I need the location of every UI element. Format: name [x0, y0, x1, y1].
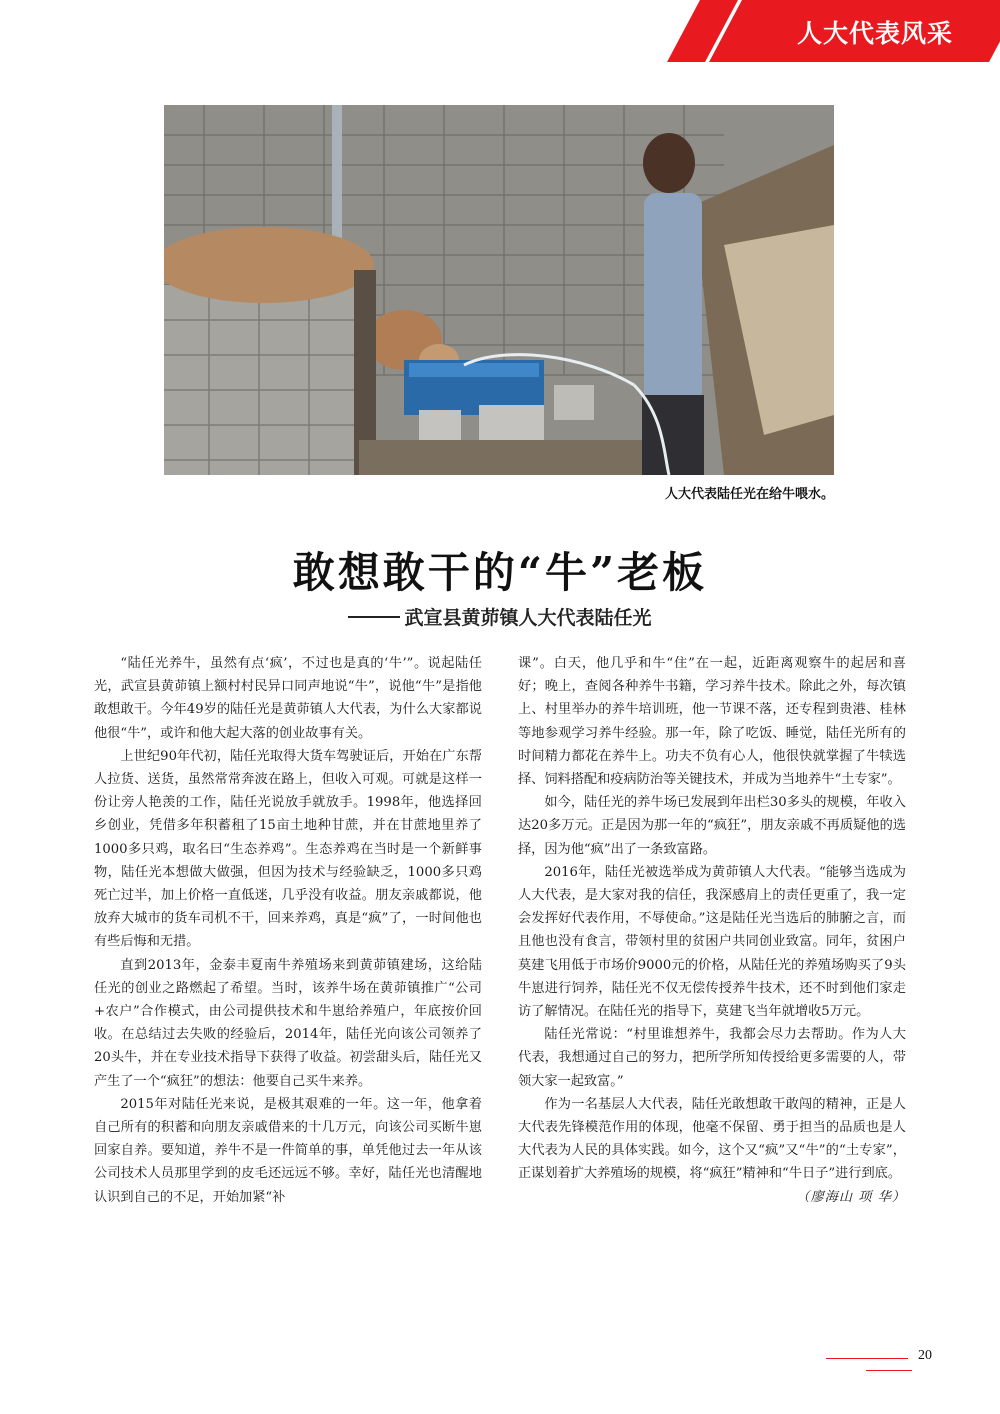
paragraph-last — [518, 1093, 906, 1205]
subtitle-dash — [348, 616, 400, 618]
article-subtitle — [0, 603, 1000, 630]
footer-rule-short — [866, 1370, 912, 1371]
section-title: 人大代表风采 — [796, 19, 953, 48]
paragraph: 直到2013年，金泰丰夏南牛养殖场来到黄茆镇建场，这给陆任光的创业之路燃起了希望。当时，该养牛场在黄茆镇推广“公司+农户”合作模式，由公司提供技术和牛崽给养殖户，年底按价回收。在总结过去失败的经验后，2014年，陆任光向该公司领养了20头牛，并在专业技术指导下获得了收益。初尝甜头后，陆任光又产生了一个“疯狂”的想法：他要自己买牛来养。 — [94, 957, 482, 1089]
page-number: 20 — [918, 1348, 932, 1363]
paragraph: 2015年对陆任光来说，是极其艰难的一年。这一年，他拿着自己所有的积蓄和向朋友亲戚借来的十几万元，向该公司买断牛崽回家自养。要知道，养牛不是一件简单的事，单凭他过去一年从该公司技术人员那里学到的皮毛还远远不够。幸好，陆任光也清醒地认识到自己的不足，开始加紧“补 — [94, 1096, 482, 1205]
article-title: 敢想敢干的“牛”老板 — [292, 548, 708, 597]
paragraph: 2016年，陆任光被选举成为黄茆镇人大代表。“能够当选成为人大代表，是大家对我的信任，我深感肩上的责任更重了，我一定会发挥好代表作用，不辱使命。”这是陆任光当选后的肺腑之言，而且他也没有食言，带领村里的贫困户共同创业致富。同年，贫困户莫建飞用低于市场价9000元的价格，从陆任光的养殖场购买了9头牛崽进行饲养，陆任光不仅无偿传授养牛技术，还不时到他们家走访了解情况。在陆任光的指导下，莫建飞当年就增收5万元。 — [518, 864, 906, 1020]
paragraph: 课”。白天，他几乎和牛“住”在一起，近距离观察牛的起居和喜好；晚上，查阅各种养牛书籍，学习养牛技术。除此之外，每次镇上、村里举办的养牛培训班，他一节课不落，还专程到贵港、桂林等地参观学习养牛经验。那一年，除了吃饭、睡觉，陆任光所有的时间精力都花在养牛上。功夫不负有心人，他很快就掌握了牛犊选择、饲料搭配和疫病防治等关键技术，并成为当地养牛“土专家”。 — [518, 656, 906, 788]
footer-rule — [826, 1358, 908, 1359]
left-column — [94, 652, 482, 1209]
paragraph-text: 作为一名基层人大代表，陆任光敢想敢干敢闯的精神，正是人大代表先锋模范作用的体现，他毫不保留、勇于担当的品质也是人大代表为人民的具体实践。如今，这个又“疯”又“牛”的“土专家”，正谋划着扩大养殖场的规模，将“疯狂”精神和“牛日子”进行到底。 — [518, 1096, 906, 1182]
paragraph: 上世纪90年代初，陆任光取得大货车驾驶证后，开始在广东帮人拉货、送货，虽然常常奔波在路上，但收入可观。可就是这样一份让旁人艳羡的工作，陆任光说放手就放手。1998年，他选择回乡创业，凭借多年积蓄租了15亩土地种甘蔗，并在甘蔗地里养了1000多只鸡，取名曰“生态养鸡”。生态养鸡在当时是一个新鲜事物，陆任光本想做大做强，但因为技术与经验缺乏，1000多只鸡死亡过半，加上价格一直低迷，几乎没有收益。朋友亲戚都说，他放弃大城市的货车司机不干，回来养鸡，真是“疯”了，一时间他也有些后悔和无措。 — [94, 748, 482, 950]
right-column — [518, 652, 906, 1209]
byline: （廖海山 项 华） — [796, 1189, 906, 1205]
paragraph: 陆任光常说：“村里谁想养牛，我都会尽力去帮助。作为人大代表，我想通过自己的努力，把所学所知传授给更多需要的人，带领大家一起致富。” — [518, 1027, 906, 1089]
photo-caption: 人大代表陆任光在给牛喂水。 — [664, 487, 834, 502]
subtitle-text: 武宣县黄茆镇人大代表陆任光 — [404, 607, 652, 629]
paragraph: “陆任光养牛，虽然有点‘疯’，不过也是真的‘牛’”。说起陆任光，武宣县黄茆镇上额村村民异口同声地说“牛”，说他“牛”是指他敢想敢干。今年49岁的陆任光是黄茆镇人大代表，为什么大家都说他很“牛”，或许和他大起大落的创业故事有关。 — [94, 656, 482, 741]
photo-illustration — [164, 105, 834, 475]
paragraph: 如今，陆任光的养牛场已发展到年出栏30多头的规模，年收入达20多万元。正是因为那一年的“疯狂”，朋友亲戚不再质疑他的选择，因为他“疯”出了一条致富路。 — [518, 795, 906, 857]
article-photo — [164, 105, 834, 475]
